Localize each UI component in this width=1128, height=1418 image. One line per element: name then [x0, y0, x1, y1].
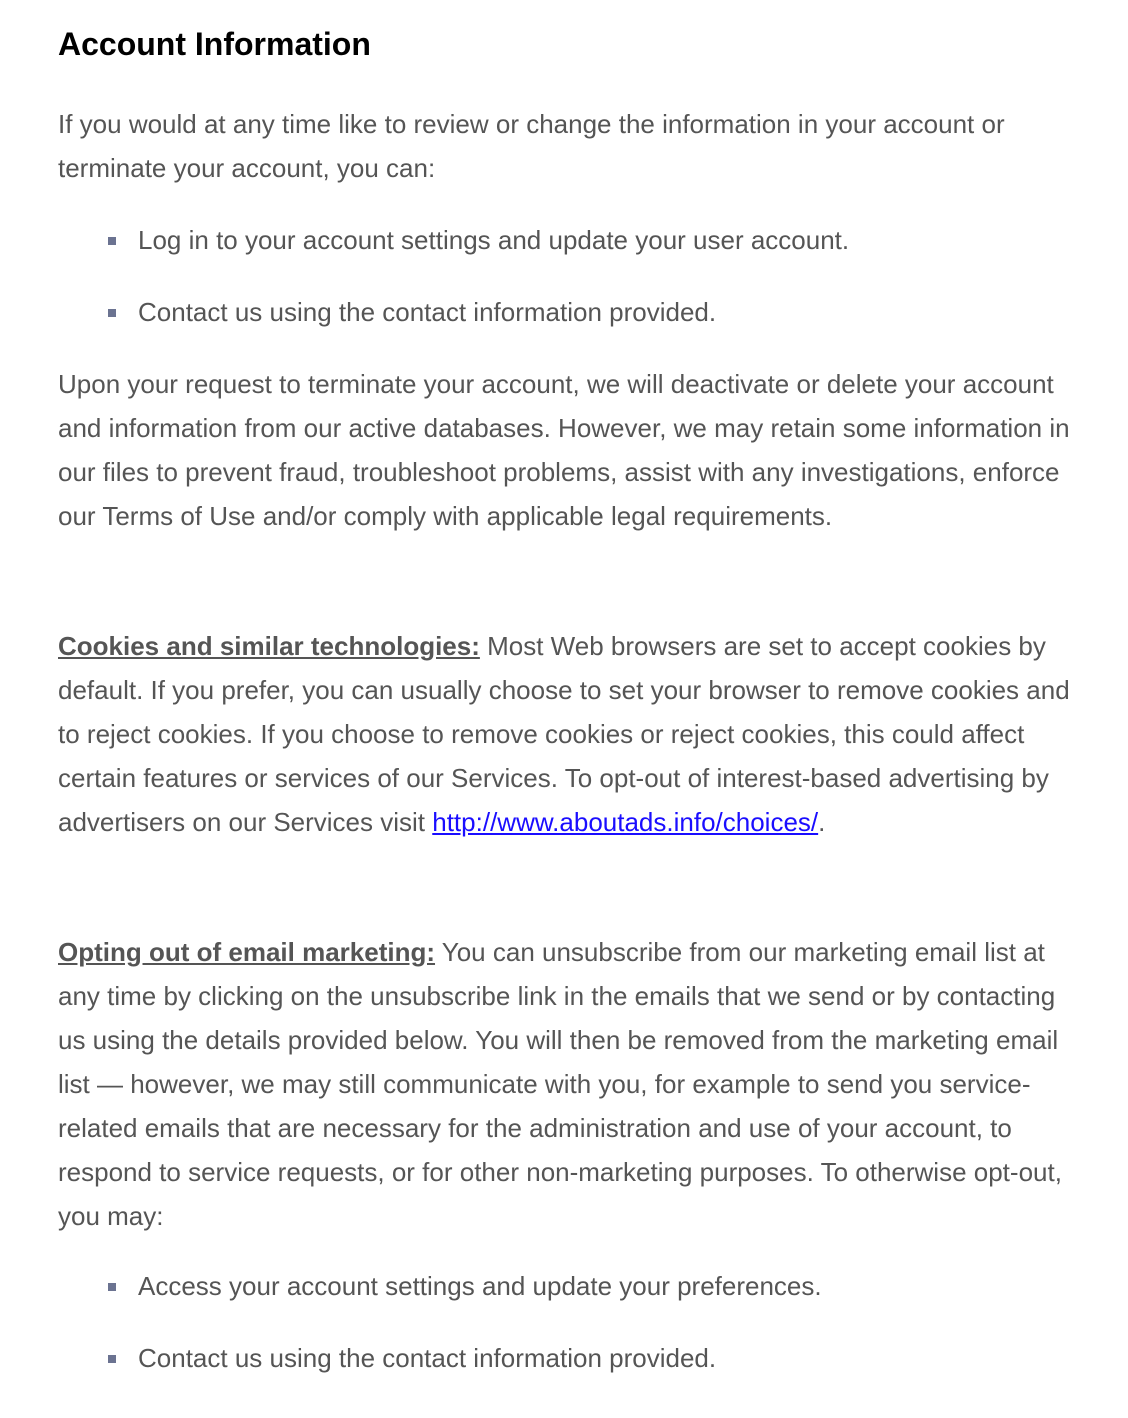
cookies-heading: Cookies and similar technologies:	[58, 631, 480, 661]
email-marketing-heading: Opting out of email marketing:	[58, 937, 436, 967]
list-item-text: Contact us using the contact information provided.	[138, 1343, 717, 1373]
square-bullet-icon	[108, 1355, 116, 1363]
termination-paragraph: Upon your request to terminate your account, we will deactivate or delete your account and information from our active databases. However, we may retain some information in our files to prevent fraud, troubleshoot problems, assist with any investigations, enforce our Terms of Use and/or comply with applicable legal requirements.	[58, 369, 1070, 531]
email-marketing-paragraph	[58, 930, 1088, 1238]
cookies-text: Most Web browsers are set to accept cookies by default. If you prefer, you can usually choose to set your browser to remove cookies and to reject cookies. If you choose to remove cookies or reject cookies, this could affect certain features or services of our Services. To opt-out of interest-based advertising by advertisers on our Services visit	[58, 631, 1070, 837]
list-item	[58, 218, 1088, 290]
cookies-paragraph	[58, 624, 1088, 844]
square-bullet-icon	[108, 237, 116, 245]
list-item	[58, 1264, 1088, 1336]
aboutads-choices-link[interactable]: http://www.aboutads.info/choices/	[432, 807, 819, 837]
list-item	[58, 1336, 1088, 1408]
square-bullet-icon	[108, 1283, 116, 1291]
email-marketing-text: You can unsubscribe from our marketing email list at any time by clicking on the unsubscribe link in the emails that we send or by contacting us using the details provided below. You will then be removed from the marketing email list — however, we may still communicate with you, for example to send you service-related emails that are necessary for the administration and use of your account, to respond to service requests, or for other non-marketing purposes. To otherwise opt-out, you may:	[58, 937, 1062, 1231]
email-options-list	[58, 1264, 1088, 1408]
account-options-list	[58, 218, 1088, 362]
section-title: Account Information	[58, 26, 371, 62]
cookies-after-link: .	[818, 807, 826, 837]
list-item-text: Log in to your account settings and update your user account.	[138, 225, 850, 255]
square-bullet-icon	[108, 309, 116, 317]
list-item	[58, 290, 1088, 362]
intro-paragraph: If you would at any time like to review or change the information in your account or terminate your account, you can:	[58, 109, 1005, 183]
list-item-text: Contact us using the contact information provided.	[138, 297, 717, 327]
list-item-text: Access your account settings and update your preferences.	[138, 1271, 822, 1301]
